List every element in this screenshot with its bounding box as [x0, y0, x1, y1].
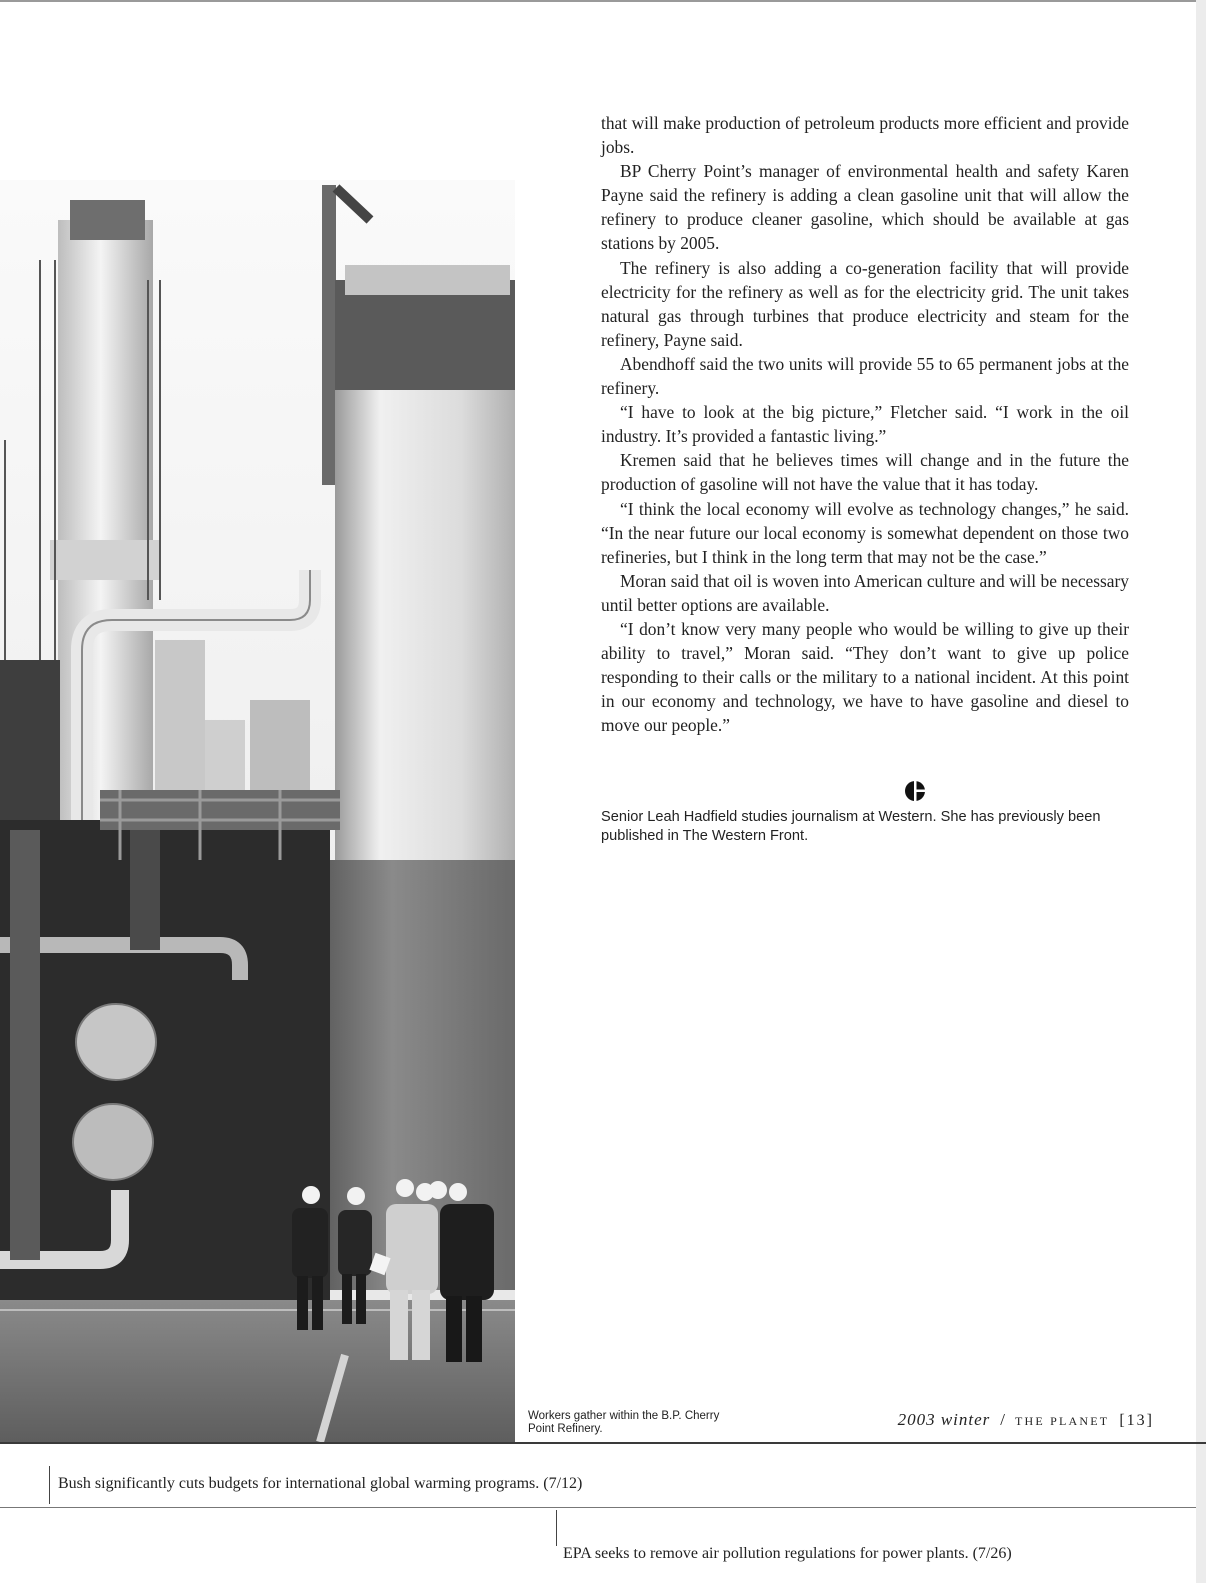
article-paragraph: Kremen said that he believes times will change and in the future the production of gasoline will not have the value that it has today.	[601, 450, 1129, 495]
magazine-name: THE PLANET	[1015, 1414, 1110, 1428]
folio-separator: /	[1000, 1410, 1006, 1429]
timeline-rule	[0, 1507, 1196, 1508]
timeline-entry: EPA seeks to remove air pollution regulations for power plants. (7/26)	[563, 1545, 1012, 1562]
article-paragraph: that will make production of petroleum products more efficient and provide jobs.	[601, 113, 1129, 158]
footer-rule	[0, 1442, 1206, 1444]
article-paragraph: Moran said that oil is woven into American culture and will be necessary until better options are available.	[601, 570, 1129, 615]
timeline-entry: Bush significantly cuts budgets for international global warming programs. (7/12)	[58, 1475, 583, 1492]
article-paragraph: “I don’t know very many people who would be willing to give up their ability to travel,” Moran said. “They don’t want to give up police responding to their calls or the military to a national incident. At this point in our economy and technology, we have to have gasoline and diesel to move our people.”	[601, 618, 1129, 736]
refinery-photo	[0, 180, 515, 1442]
issue-label: 2003 winter	[897, 1410, 991, 1429]
photo-caption: Workers gather within the B.P. Cherry Point Refinery.	[528, 1410, 720, 1435]
article-paragraph: “I have to look at the big picture,” Fletcher said. “I work in the oil industry. It’s provided a fantastic living.”	[601, 402, 1129, 447]
article-paragraph: “I think the local economy will evolve as technology changes,” he said. “In the near future our local economy is somewhat dependent on those two refineries, but I think in the long term that may not be the case.”	[601, 498, 1129, 567]
page-number: [13]	[1119, 1412, 1154, 1429]
planet-logo-icon	[904, 780, 926, 802]
top-rule	[0, 0, 1206, 2]
timeline-tick	[556, 1510, 557, 1546]
page-edge	[1196, 0, 1206, 1583]
article-body	[601, 111, 1129, 737]
article-paragraph: The refinery is also adding a co-generation facility that will provide electricity for the refinery as well as for the electricity grid. The unit takes natural gas through turbines that produce electricity and steam for the refinery, Payne said.	[601, 257, 1129, 350]
article-paragraph: BP Cherry Point’s manager of environmental health and safety Karen Payne said the refinery is adding a clean gasoline unit that will allow the refinery to produce cleaner gasoline, which should be available at gas stations by 2005.	[601, 161, 1129, 254]
page-folio	[898, 1410, 1154, 1430]
timeline-tick	[49, 1466, 50, 1504]
author-bio: Senior Leah Hadfield studies journalism at Western. She has previously been published in The Western Front.	[601, 809, 1101, 844]
article-paragraph: Abendhoff said the two units will provide 55 to 65 permanent jobs at the refinery.	[601, 353, 1129, 399]
